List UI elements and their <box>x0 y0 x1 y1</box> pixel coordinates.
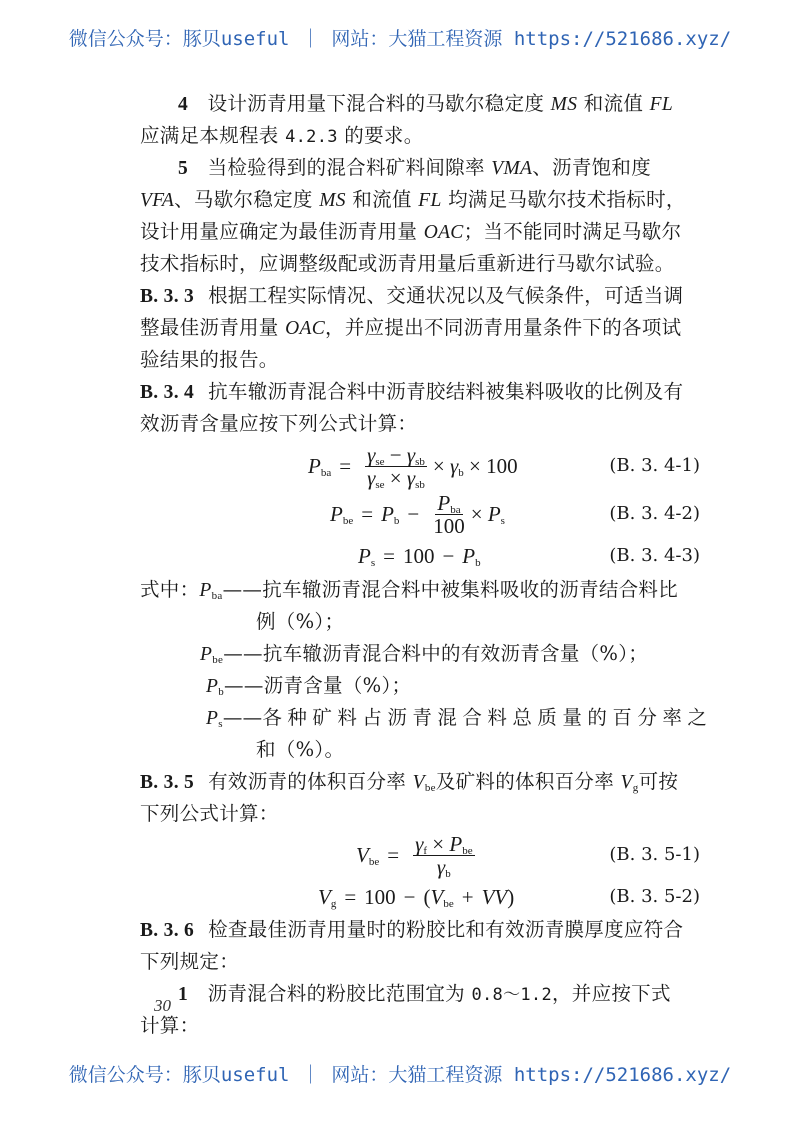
text: 和流值 <box>583 92 644 115</box>
section-b335-line-1: B. 3. 5 有效沥青的体积百分率 $V_{be}$及矿料的体积百分率 $V_g$可按 <box>140 770 679 794</box>
text: 抗车辙沥青混合料中沥青胶结料被集料吸收的比例及有 <box>208 380 684 403</box>
text: 和流值 <box>352 188 412 211</box>
dash: —— <box>222 578 263 601</box>
watermark-separator: ｜ <box>300 1064 320 1086</box>
dash: —— <box>223 642 263 665</box>
equation-tag: (B. 3. 5-2) <box>609 886 700 907</box>
text: 应满足本规程表 <box>140 124 279 147</box>
clause-1-line-2 <box>140 1010 700 1042</box>
equation-b335-1 <box>140 830 700 880</box>
document-page <box>140 88 713 1042</box>
equation-tag: (B. 3. 4-2) <box>609 503 700 524</box>
text: 均满足马歇尔技术指标时， <box>448 188 686 211</box>
definition-pb: $P_b——$沥青含量（%）； <box>206 674 412 698</box>
section-b333-line-3 <box>140 344 700 376</box>
watermark-url[interactable]: https://521686.xyz/ <box>513 1064 732 1086</box>
equation-b334-3 <box>140 538 700 574</box>
watermark-separator: ｜ <box>300 28 320 50</box>
definition-text: 例（%）； <box>256 610 345 633</box>
equation-tag: (B. 3. 5-1) <box>609 844 700 865</box>
section-number: B. 3. 5 <box>140 772 195 793</box>
equation-tag: (B. 3. 4-3) <box>609 545 700 566</box>
section-number: B. 3. 6 <box>140 920 195 941</box>
text: 验结果的报告。 <box>140 348 279 371</box>
definition-pba-cont <box>140 606 700 638</box>
text: 、马歇尔稳定度 <box>174 188 313 211</box>
section-b336-line-1 <box>140 914 700 946</box>
symbol-vma: VMA <box>491 158 533 179</box>
fraction: $\frac{\gamma_{se} - \gamma_{sb}}{\gamma_{se} \times \gamma_{sb}}$ <box>367 442 425 491</box>
page-number: 30 <box>154 996 171 1015</box>
equation-body: $V_{be}$ = $\frac{\gamma_f \times P_{be}}{\gamma_b}$ <box>356 831 473 880</box>
equation-b334-1 <box>140 442 700 490</box>
text: 、沥青饱和度 <box>532 156 652 179</box>
definition-text: 和（%）。 <box>256 738 345 761</box>
text: 效沥青含量应按下列公式计算： <box>140 412 418 435</box>
definition-text: 各种矿料占沥青混合料总质量的百分率之 <box>262 706 713 729</box>
watermark-top <box>0 24 800 51</box>
clause-5-line-3 <box>140 216 700 248</box>
text: ；当不能同时满足马歇尔 <box>463 220 682 243</box>
text: 下列规定： <box>140 950 240 973</box>
equation-tag: (B. 3. 4-1) <box>609 455 700 476</box>
text: 根据工程实际情况、交通状况以及气候条件，可适当调 <box>208 284 684 307</box>
equation-body: $P_{ba}$ = $\frac{\gamma_{se} - \gamma_{sb}}{\gamma_{se} \times \gamma_{sb}}$ × $\gamma_b \times 100$ <box>308 442 518 491</box>
dash: —— <box>222 706 263 729</box>
clause-number: 5 <box>178 158 189 179</box>
section-b334-line-1 <box>140 376 700 408</box>
text: 的要求。 <box>344 124 424 147</box>
section-b336-line-2 <box>140 946 700 978</box>
range-value: 0.8～1.2 <box>471 985 552 1005</box>
section-b335-line-2 <box>140 798 700 830</box>
clause-5-line-4 <box>140 248 700 280</box>
symbol-fl: FL <box>418 190 442 211</box>
symbol-oac: OAC <box>423 222 464 243</box>
section-number: B. 3. 4 <box>140 382 195 403</box>
symbol-ms: MS <box>550 94 578 115</box>
section-b333-line-2 <box>140 312 700 344</box>
symbol-oac: OAC <box>285 318 326 339</box>
fraction: $\frac{\gamma_f \times P_{be}}{\gamma_b}$ <box>415 831 473 880</box>
watermark-site-label: 网站：大猫工程资源 <box>331 1064 503 1086</box>
equation-body: $P_s$ = 100 − $P_b$ <box>358 543 481 569</box>
definition-text: 抗车辙沥青混合料中的有效沥青含量（%）； <box>262 642 649 665</box>
clause-4-line-2 <box>140 120 700 152</box>
definition-text: 沥青含量（%）； <box>263 674 412 697</box>
section-b333-line-1 <box>140 280 700 312</box>
equation-body: $V_g$ = 100 − ( $V_{be}$ + VV ) <box>318 884 515 910</box>
text: 设计沥青用量下混合料的马歇尔稳定度 <box>207 92 545 115</box>
definitions-lead: 式中： <box>140 578 200 601</box>
section-b334-line-2 <box>140 408 700 440</box>
watermark-account-label: 微信公众号：豚贝 <box>68 1064 221 1086</box>
text: 下列公式计算： <box>140 802 279 825</box>
clause-5-line-2 <box>140 184 700 216</box>
text: 有效沥青的体积百分率 <box>208 770 407 793</box>
symbol-definitions <box>140 574 713 766</box>
watermark-site-label: 网站：大猫工程资源 <box>331 28 503 50</box>
table-reference: 4.2.3 <box>285 127 338 147</box>
clause-number: 1 <box>178 984 189 1005</box>
text: 检查最佳沥青用量时的粉胶比和有效沥青膜厚度应符合 <box>208 918 684 941</box>
definition-ps-cont <box>140 734 700 766</box>
text: 可按 <box>638 770 679 793</box>
text: ，并应提出不同沥青用量条件下的各项试 <box>325 316 682 339</box>
watermark-account: useful <box>220 28 290 50</box>
definition-text: 抗车辙沥青混合料中被集料吸收的沥青结合料比 <box>262 578 679 601</box>
text: 及矿料的体积百分率 <box>435 770 615 793</box>
watermark-account: useful <box>220 1064 290 1086</box>
equation-b335-2 <box>140 880 700 914</box>
clause-number: 4 <box>178 94 189 115</box>
text: 设计用量应确定为最佳沥青用量 <box>140 220 418 243</box>
text: 当检验得到的混合料矿料间隙率 <box>207 156 485 179</box>
watermark-url[interactable]: https://521686.xyz/ <box>513 28 732 50</box>
text: 整最佳沥青用量 <box>140 316 279 339</box>
equation-b334-2 <box>140 490 700 538</box>
symbol-vfa: VFA <box>140 190 175 211</box>
fraction: $\frac{P_{ba}}{100}$ <box>433 490 465 538</box>
symbol-fl: FL <box>649 94 674 115</box>
text: ，并应按下式 <box>551 982 671 1005</box>
definition-pba: 式中：$P_{ba}——$抗车辙沥青混合料中被集料吸收的沥青结合料比 <box>140 578 679 602</box>
text: 沥青混合料的粉胶比范围宜为 <box>207 982 465 1005</box>
dash: —— <box>224 674 264 697</box>
definition-ps: $P_s——$各种矿料占沥青混合料总质量的百分率之 <box>206 706 713 730</box>
clause-4-line-1 <box>140 88 700 120</box>
text: 计算： <box>140 1014 200 1037</box>
clause-1-line-1 <box>140 978 700 1010</box>
section-number: B. 3. 3 <box>140 286 195 307</box>
watermark-account-label: 微信公众号：豚贝 <box>68 28 221 50</box>
clause-5-line-1 <box>140 152 700 184</box>
text: 技术指标时，应调整级配或沥青用量后重新进行马歇尔试验。 <box>140 252 675 275</box>
watermark-bottom <box>0 1060 800 1087</box>
definition-pbe: $P_{be}——$抗车辙沥青混合料中的有效沥青含量（%）； <box>200 642 649 666</box>
symbol-ms: MS <box>319 190 346 211</box>
equation-body: $P_{be}$ = $P_b$ − $\frac{P_{ba}}{100}$ × $P_s$ <box>330 490 505 538</box>
